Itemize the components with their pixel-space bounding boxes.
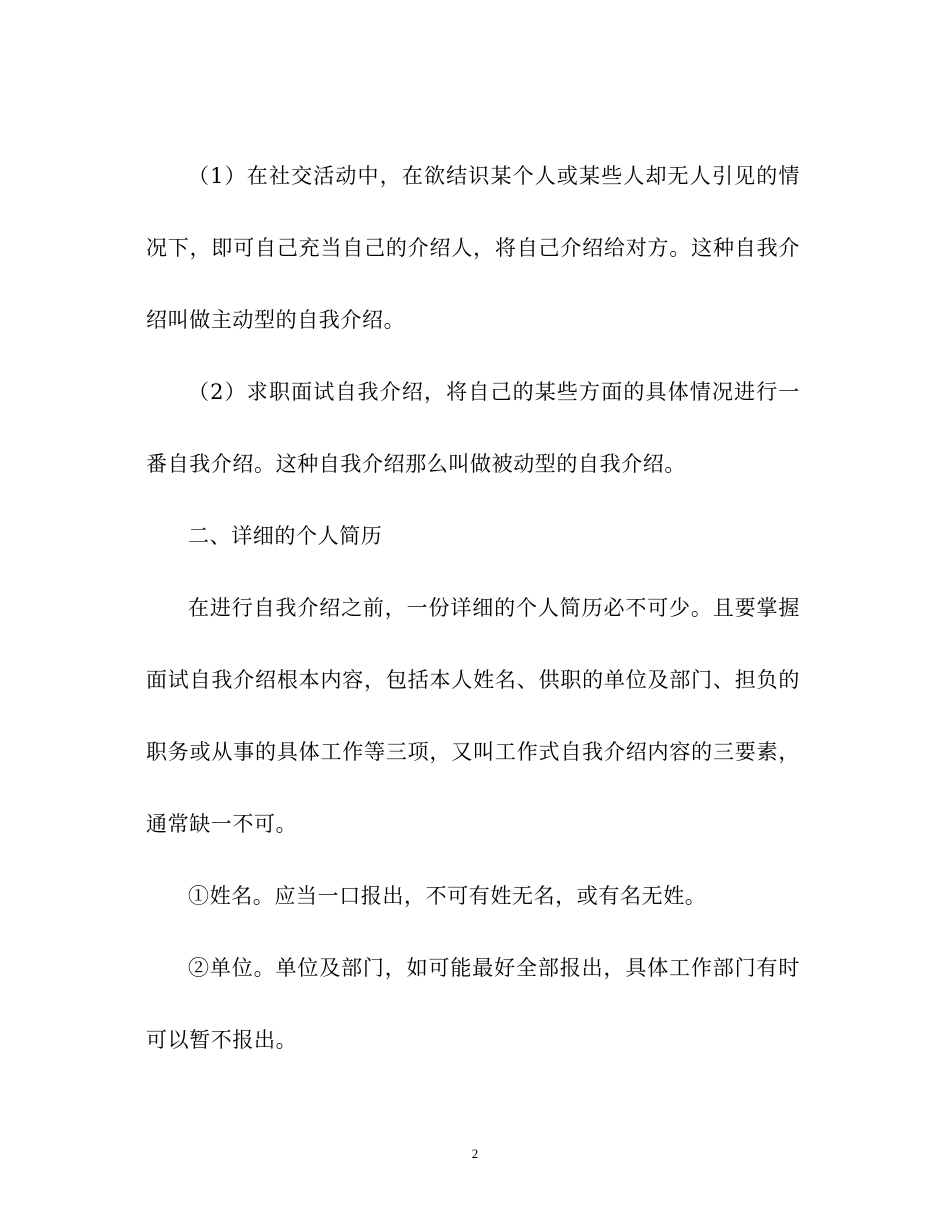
section-heading-resume: 二、详细的个人简历 (188, 524, 383, 548)
paragraph-self-intro-active: （1）在社交活动中，在欲结识某个人或某些人却无人引见的情况下，即可自己充当自己的介绍人，将自己介绍给对方。这种自我介绍叫做主动型的自我介绍。 (146, 164, 800, 332)
paragraph-item-name: ①姓名。应当一口报出，不可有姓无名，或有名无姓。 (188, 884, 707, 908)
page-number: 2 (471, 1146, 479, 1161)
document-body (146, 140, 800, 1076)
paragraph-self-intro-passive: （2）求职面试自我介绍，将自己的某些方面的具体情况进行一番自我介绍。这种自我介绍那么叫做被动型的自我介绍。 (146, 380, 800, 476)
paragraph-item-unit: ②单位。单位及部门，如可能最好全部报出，具体工作部门有时可以暂不报出。 (146, 956, 800, 1052)
paragraph-resume-essentials: 在进行自我介绍之前，一份详细的个人简历必不可少。且要掌握面试自我介绍根本内容，包括本人姓名、供职的单位及部门、担负的职务或从事的具体工作等三项，又叫工作式自我介绍内容的三要素，通常缺一不可。 (146, 596, 800, 836)
